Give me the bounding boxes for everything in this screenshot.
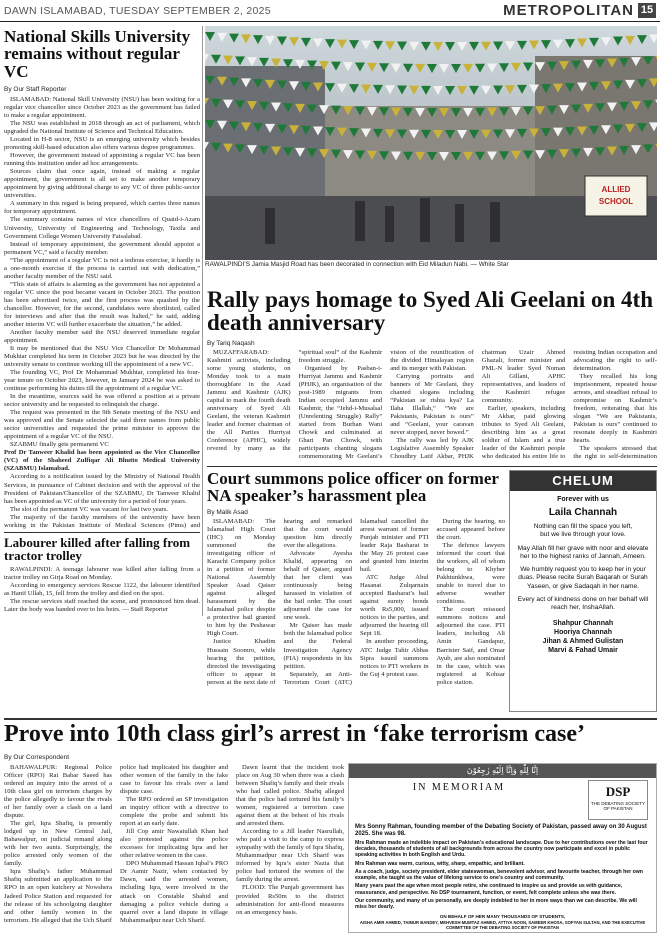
chelum-family-1: Shahpur Channah — [552, 620, 614, 628]
chelum-line-2: but we live through your love. — [540, 531, 626, 539]
paragraph: According to a notification issued by the Ministry of National Health Services, in pursuance of Cabinet decision and with the approval of the President of Pakistan/Chancellor of the SZABMU, Dr Tanweer Khalid has been appointed as VC of the university for a period of four years. — [4, 473, 200, 505]
paragraph: According to a Jill leader Nasrullah, who paid a visit to the camp to express sympathy with the family of Iqra Shafiq, Muhammadpur near Uch Sharif was informed by Iqra’s sister Nazia that police had tortured the women of the family during the arrest. — [236, 828, 344, 884]
paragraph: Iqra Shafiq’s father Muhammad Shafiq submitted an application to the RPO in an open kutchery at Nowshera Jadeed Police Station and requested for the release of his schoolgoing daughter and other family women in the terrorism. He alleged that the Uch Sharif police had implicated his daughter and other women of the family in the fake case to favour his rivals over a land dispute case. — [4, 764, 228, 924]
paragraph: During the hearing, no accused appeared before the court. — [436, 518, 505, 542]
chelum-family-2: Hooriya Channah — [554, 629, 612, 637]
memoriam-behalf: ON BEHALF OF HER MANY THOUSANDS OF STUDENTS, — [439, 914, 566, 919]
chelum-name: Laila Channah — [548, 506, 618, 518]
paragraph: Advocate Ayesha Khalid, appearing on behalf of Qaiser, argued that her client was continuously being harassed in violation of the bail order. The court adjourned the case for one week. — [283, 550, 352, 622]
paragraph: The defence lawyers informed the court that the workers, all of whom belong to Khyber Pakhtunkhwa, were unable to travel due to adverse weather conditions. — [436, 542, 505, 606]
a2-headline: Labourer killed after falling from tractor trolley — [4, 535, 191, 564]
paragraph: The request was presented in the 9th Senate meeting of the NSU and was approved and the Senate selected the said three names from public sector universities and requested the prime minister to approve the appointment of a regular VC of the NSU. — [4, 409, 200, 441]
dsp-logo-text: DSP — [605, 784, 631, 799]
paragraph: The founding VC, Prof Dr Mohammad Mukhtar, completed his four-year tenure on October 2023, however, in January 2024 he was asked to continue performing his duties till the appointment of a regular VC. — [4, 369, 200, 393]
a3-divider — [207, 466, 657, 467]
paragraph: Jill Cop amir Nawaiullah Khan had also protested against the police excesses for implicating Iqra and her other relative women in the case. — [120, 828, 228, 860]
chelum-family-4: Marvi & Fahad Umair — [548, 646, 618, 654]
paragraph: The girl, Iqra Shafiq, is presently lodged up in New Central Jail, Bahawalpur, on judicial remand along with her two aunts. Surprisingly, the police arrested only women of the family. — [4, 820, 112, 868]
paragraph: The rescue services staff reached the scene, and pronounced him dead. Later the body was handed over to his heirs. — Staff Reporter — [4, 598, 200, 614]
section-title: METROPOLITAN — [503, 2, 634, 19]
a3-body — [207, 349, 657, 463]
paragraph: In the meantime, sources said he was offered a position at a private sector university and he requested to relinquish the charge. — [4, 393, 200, 409]
paragraph: Carrying portraits and banners of Mr Geelani, they chanted slogans including “Pakistan se rishta kya? La Ilaha Illallah,” “We are Pakistanis, Pakistan is ours” and “Geelani, your caravan never stopped, never bowed.” — [390, 373, 474, 437]
paragraph: DPO Muhammad Hassan Iqbal’s PRO Dr Aamir Nazir, when contacted by Dawn, said the arrested women, including Iqra, were involved in the attack on Constable Shahid and damaging a police vehicle during a quarrel over a land dispute in village Muhammadpur near Uch Sharif. — [120, 860, 228, 924]
a2-body — [4, 566, 200, 614]
paragraph: Mrs Rahman was warm, curious, witty, sharp, empathic, and brilliant. — [355, 860, 525, 867]
paragraph: Our community, and many of us personally, are deeply indebted to her in more ways than we can describe. We will miss her dearly. — [355, 897, 637, 911]
memoriam-title: IN MEMORIAM — [412, 782, 506, 793]
paragraph: However, the government instead of appointing a regular VC has been running this institution under ad hoc arrangements. — [4, 152, 200, 168]
paragraph: Justice Khadim Hussain Soomro, while hearing the petition, directed the investigating officer to appear in person at the next date of hearing and remarked that the court would question him directly over the allegations. — [207, 518, 352, 686]
paragraph: The RPO ordered an SP investigation an inquiry officer with a directive to complete the probe and submit his report at an early date. — [120, 796, 228, 828]
memoriam-names: AISHA AMIR AHMED, TAIMUR BANDEY, MEHVESH MUMTAZ AHMED, ATTIYA NOON, SAMEER KHOSA, SOFYAN SULTAN, AND THE EXECUTIVE COMMITTEE OF THE DEBATING SOCIETY OF PAKISTAN — [359, 920, 646, 930]
paragraph: The slot of the permanent VC was vacant for last two years. — [10, 505, 169, 513]
paragraph: Earlier, speakers, including Mr Akbar, paid glowing tributes to Syed Ali Geelani, describing him as a great soldier of Islam and a true leader of the Kashmiri people who dedicated his entire life to resisting Indian occupation and advocating the right to self-determination. — [481, 349, 657, 461]
a1-body — [4, 96, 200, 530]
chelum-line-1: Nothing can fill the space you left, — [533, 523, 633, 531]
paragraph: RAWALPINDI: A teenage labourer was killed after falling from a tractor trolley on Girja Road on Monday. — [4, 566, 200, 582]
chelum-family-3: Jihan & Ahmed Gulistan — [542, 637, 624, 645]
paragraph: In another proceeding, ATC Judge Tahir Abbas Sipra issued summons notices to PTI workers in the Guj 4 protest case. — [360, 638, 429, 678]
memoriam-body — [355, 840, 650, 912]
paragraph: “The appointment of a regular VC is not a tedious exercise, it hardly is a one-month exercise if the process is carried out with dedication,” another faculty member of the NSU said. — [4, 256, 200, 280]
a5-headline: Prove into 10th class girl’s arrest in ‘fake terrorism case’ — [4, 721, 585, 747]
a4-body — [207, 518, 505, 694]
vertical-rule — [202, 26, 203, 616]
paragraph: Dawn learnt that the incident took place on Aug 30 when there was a clash between Shafiq’s family and their rivals who had called police. Shafiq alleged that the police had tortured his family’s women, registered a terrorism case against them at the behest of his rivals and arrested them. — [236, 764, 344, 828]
paragraph: Mrs Rahman made an indelible impact on Pakistan’s educational landscape. Due to her contributions over the last four decades, thousands of students of all backgrounds from across the country now participate and excel in public speaking activities in both English and Urdu. — [355, 840, 648, 859]
a3-headline: Rally pays homage to Syed Ali Geelani on 4th death anniversary — [207, 287, 653, 336]
paragraph: Another faculty member said the NSU deserved immediate regular appointment. — [4, 328, 200, 344]
paragraph: MUZAFFARABAD: Kashmiri activists, including some young students, on Monday took to a main thoroughfare in the Azad Jammu and Kashmir (AJK) capital to mark the fourth death anniversary of Syed Ali Geelani, the veteran Kashmiri leader and former chairman of the All Parties Hurriyat Conference (APHC), widely revered by many as the “spiritual soul” of the Kashmir freedom struggle. — [207, 349, 383, 453]
paragraph: The speakers stressed that the right to self-determination — [573, 445, 657, 461]
masthead-dateline: DAWN ISLAMABAD, TUESDAY SEPTEMBER 2, 2025 — [4, 5, 271, 17]
dsp-logo — [588, 780, 648, 820]
paragraph: FLOOD: The Punjab government has provided Rs50m to the district administration for anti-flood measures on an emergency basis. — [236, 884, 344, 916]
paragraph: According to emergency services Rescue 1122, the labourer identified as Hanif Ullah, 15, fell from the trolley and died on the spot. — [4, 582, 200, 598]
mid-divider — [4, 718, 657, 720]
memoriam-lead: Mrs Sonny Rahman, founding member of the Debating Society of Pakistan, passed away on 30 August 2025. She was 98. — [355, 824, 647, 838]
paragraph: “This state of affairs is alarming as the government has not appointed a regular VC since the post became vacant in October 2023. The position has been advertised twice, and the first process was quashed by the chancellor. However, for the second, candidates were shortlisted, called for interviews and after that the result was halted,” he said, adding another interim VC will further exacerbate the situation,” he added. — [4, 280, 200, 328]
masthead — [0, 0, 660, 22]
paragraph: The NSU was established in 2018 through an act of parliament, which upgraded the National Institute of Science and Technical Education. — [4, 120, 200, 136]
paragraph: As a coach, judge, society president, elder stateswoman, benevolent advisor, and favourite teacher, through her own example, she taught us the value of lifelong service to one’s country and community. — [355, 868, 643, 882]
a1-headline: National Skills University remains without regular VC — [4, 27, 191, 81]
paragraph: Mr Qaiser has made both the Islamabad police and the Federal Investigation Agency (FIA) respondents in his petition. — [283, 622, 352, 670]
paragraph: ISLAMABAD: National Skill University (NSU) has been waiting for a regular vice chancellor since October 2023 as the government has failed to make a regular appointment. — [4, 96, 200, 120]
paragraph: Separately, an Anti-Terrorism Court (ATC) Islamabad cancelled the arrest warrant of former Punjab minister and PTI leader Raja Basharat in the May 26 protest case and granted him interim bail. — [283, 518, 429, 686]
photo-caption: RAWALPINDI’S Jamia Masjid Road has been decorated in connection with Eid Miladun Nabi. — White Star — [205, 261, 509, 268]
paragraph: A summary in this regard is being prepared, which carries three names for temporary appointment. — [4, 200, 200, 216]
paragraph: The rally was led by AJK Legislative Assembly Speaker Choudhry Latif Akbar, PHJK chairman Uzair Ahmed Ghazali, former minister and PML-N leader Syed Noman Ali Gillani, APHC representatives, and leaders of the Kashmiri refugee community. — [390, 349, 566, 461]
chelum-notice — [509, 470, 657, 712]
chelum-forever: Forever with us — [557, 496, 609, 503]
paragraph: It may be mentioned that the NSU Vice Chancellor Dr Mohammad Mukhtar completed his term in October 2023 but he was directed by the university senate to continue working till the appointment of a new VC. — [4, 344, 200, 369]
dsp-logo-sub: THE DEBATING SOCIETY OF PAKISTAN — [591, 801, 645, 811]
street-photo — [205, 26, 657, 260]
paragraph: BAHAWALPUR: Regional Police Officer (RPO) Rai Babar Saeed has ordered an inquiry into the arrest of a 10th class girl on terrorism charges by the police allegedly to favour the rivals of her family over a clash on a land dispute. — [4, 764, 112, 820]
a1-byline: By Our Staff Reporter — [4, 86, 67, 93]
paragraph: ATC Judge Abul Hasanat Zulqarnain accepted Basharat’s bail against surety bonds worth Rs5,000, issued notices to the parties, and adjourned the hearing till Sept 18. — [360, 574, 429, 638]
a5-body — [4, 764, 344, 932]
paragraph: ISLAMABAD: The Islamabad High Court (IHC) on Monday summoned the investigating officer of Karachi Company police in a petition of former National Assembly Speaker Asad Qaiser against alleged harassment by the Islamabad police despite a protective bail granted to him by the Peshawar High Court. — [207, 518, 276, 638]
paragraph: They recalled his long imprisonment, repeated house arrests, and steadfast refusal to compromise on Kashmir’s freedom, reiterating that his slogan “We are Pakistanis, Pakistan is ours” continued to resonate deeply in Kashmiri hearts. — [573, 373, 657, 445]
paragraph: Located in H-8 sector, NSU is an emerging university which besides promoting skill-based education also offers various degree programmes. — [4, 136, 200, 152]
street-photo-illustration — [205, 26, 657, 260]
memoriam-arabic: اِنَّا لِلّٰهِ وَاِنَّآ اِلَيْهِ رٰجِعُوْنَ — [349, 764, 656, 778]
a4-byline: By Malik Asad — [207, 509, 248, 516]
chelum-line-3: May Allah fill her grave with noor and elevate her to the highest ranks of Jannah, Ameen. — [517, 544, 649, 560]
chelum-line-5: Every act of kindness done on her behalf will reach her, InshaAllah. — [517, 595, 649, 612]
paragraph: Sources claim that once again, instead of making a regular appointment, the government is all set to make another temporary appointment by giving additional charge to any VC of three public-sector universities. — [4, 168, 200, 200]
chelum-line-4: We humbly request you to keep her in your duas. Please recite Surah Baqarah or Surah Yaseen, or give Sadaqah in her name. — [518, 566, 648, 590]
page-number: 15 — [638, 3, 656, 18]
a4-headline: Court summons police officer on former NA speaker’s harassment plea — [207, 469, 499, 506]
sign-text-1: ALLIED — [601, 185, 631, 194]
paragraph: SZABMU finally gets permanent VC — [10, 441, 109, 449]
paragraph: Organised by Pasban-i-Hurriyat Jammu and Kashmir (PHJK), an organisation of the post-1989 migrants from Indian occupied Jammu and Kashmir, the “Jehd-i-Musalsal (Unrelenting Struggle) Rally” started from Burhan Wani Chowk and culminated at Ghari Pan Chowk, with participants chanting slogans commemorating Mr Geelani’s vision of the reunification of the divided Himalayan region and its merger with Pakistan. — [298, 349, 474, 461]
a1-divider — [4, 532, 200, 533]
paragraph: Many years past the age when most people retire, she continued to inspire us and provide us with guidance, reassurance, and perspective. No DSP tournament, function, or event, felt complete unless she was there. — [355, 883, 623, 896]
paragraph: The summary contains names of vice chancellors of Quaid-i-Azam University, University of Engineering and Technology, Taxila and Government College Women University Faisalabad. — [4, 216, 200, 240]
sign-text-2: SCHOOL — [598, 197, 634, 206]
chelum-title: CHELUM — [510, 471, 656, 491]
paragraph: The majority of the faculty members of the university have been working in the Pakistan Institute of Medical Sciences (Pims) and — [4, 513, 200, 529]
paragraph: The court reissued summons notices and adjourned the case. PTI leaders, including Ali Amin Gandapur, Barrister Saif, and Omar Ayub, are also nominated in the case, which was registered at Kohsar police station. — [436, 606, 505, 686]
memoriam-notice — [348, 763, 657, 933]
paragraph: Instead of temporary appointment, the government should appoint a permanent VC,” said a faculty member. — [4, 240, 200, 256]
paragraph: Prof Dr Tanweer Khalid has been appointed as the Vice Chancellor (VC) of the Shaheed Zulfiqar Ali Bhutto Medical University (SZABMU) Islamabad. — [4, 449, 200, 473]
a5-byline: By Our Correspondent — [4, 754, 70, 761]
a3-byline: By Tariq Naqash — [207, 340, 255, 347]
